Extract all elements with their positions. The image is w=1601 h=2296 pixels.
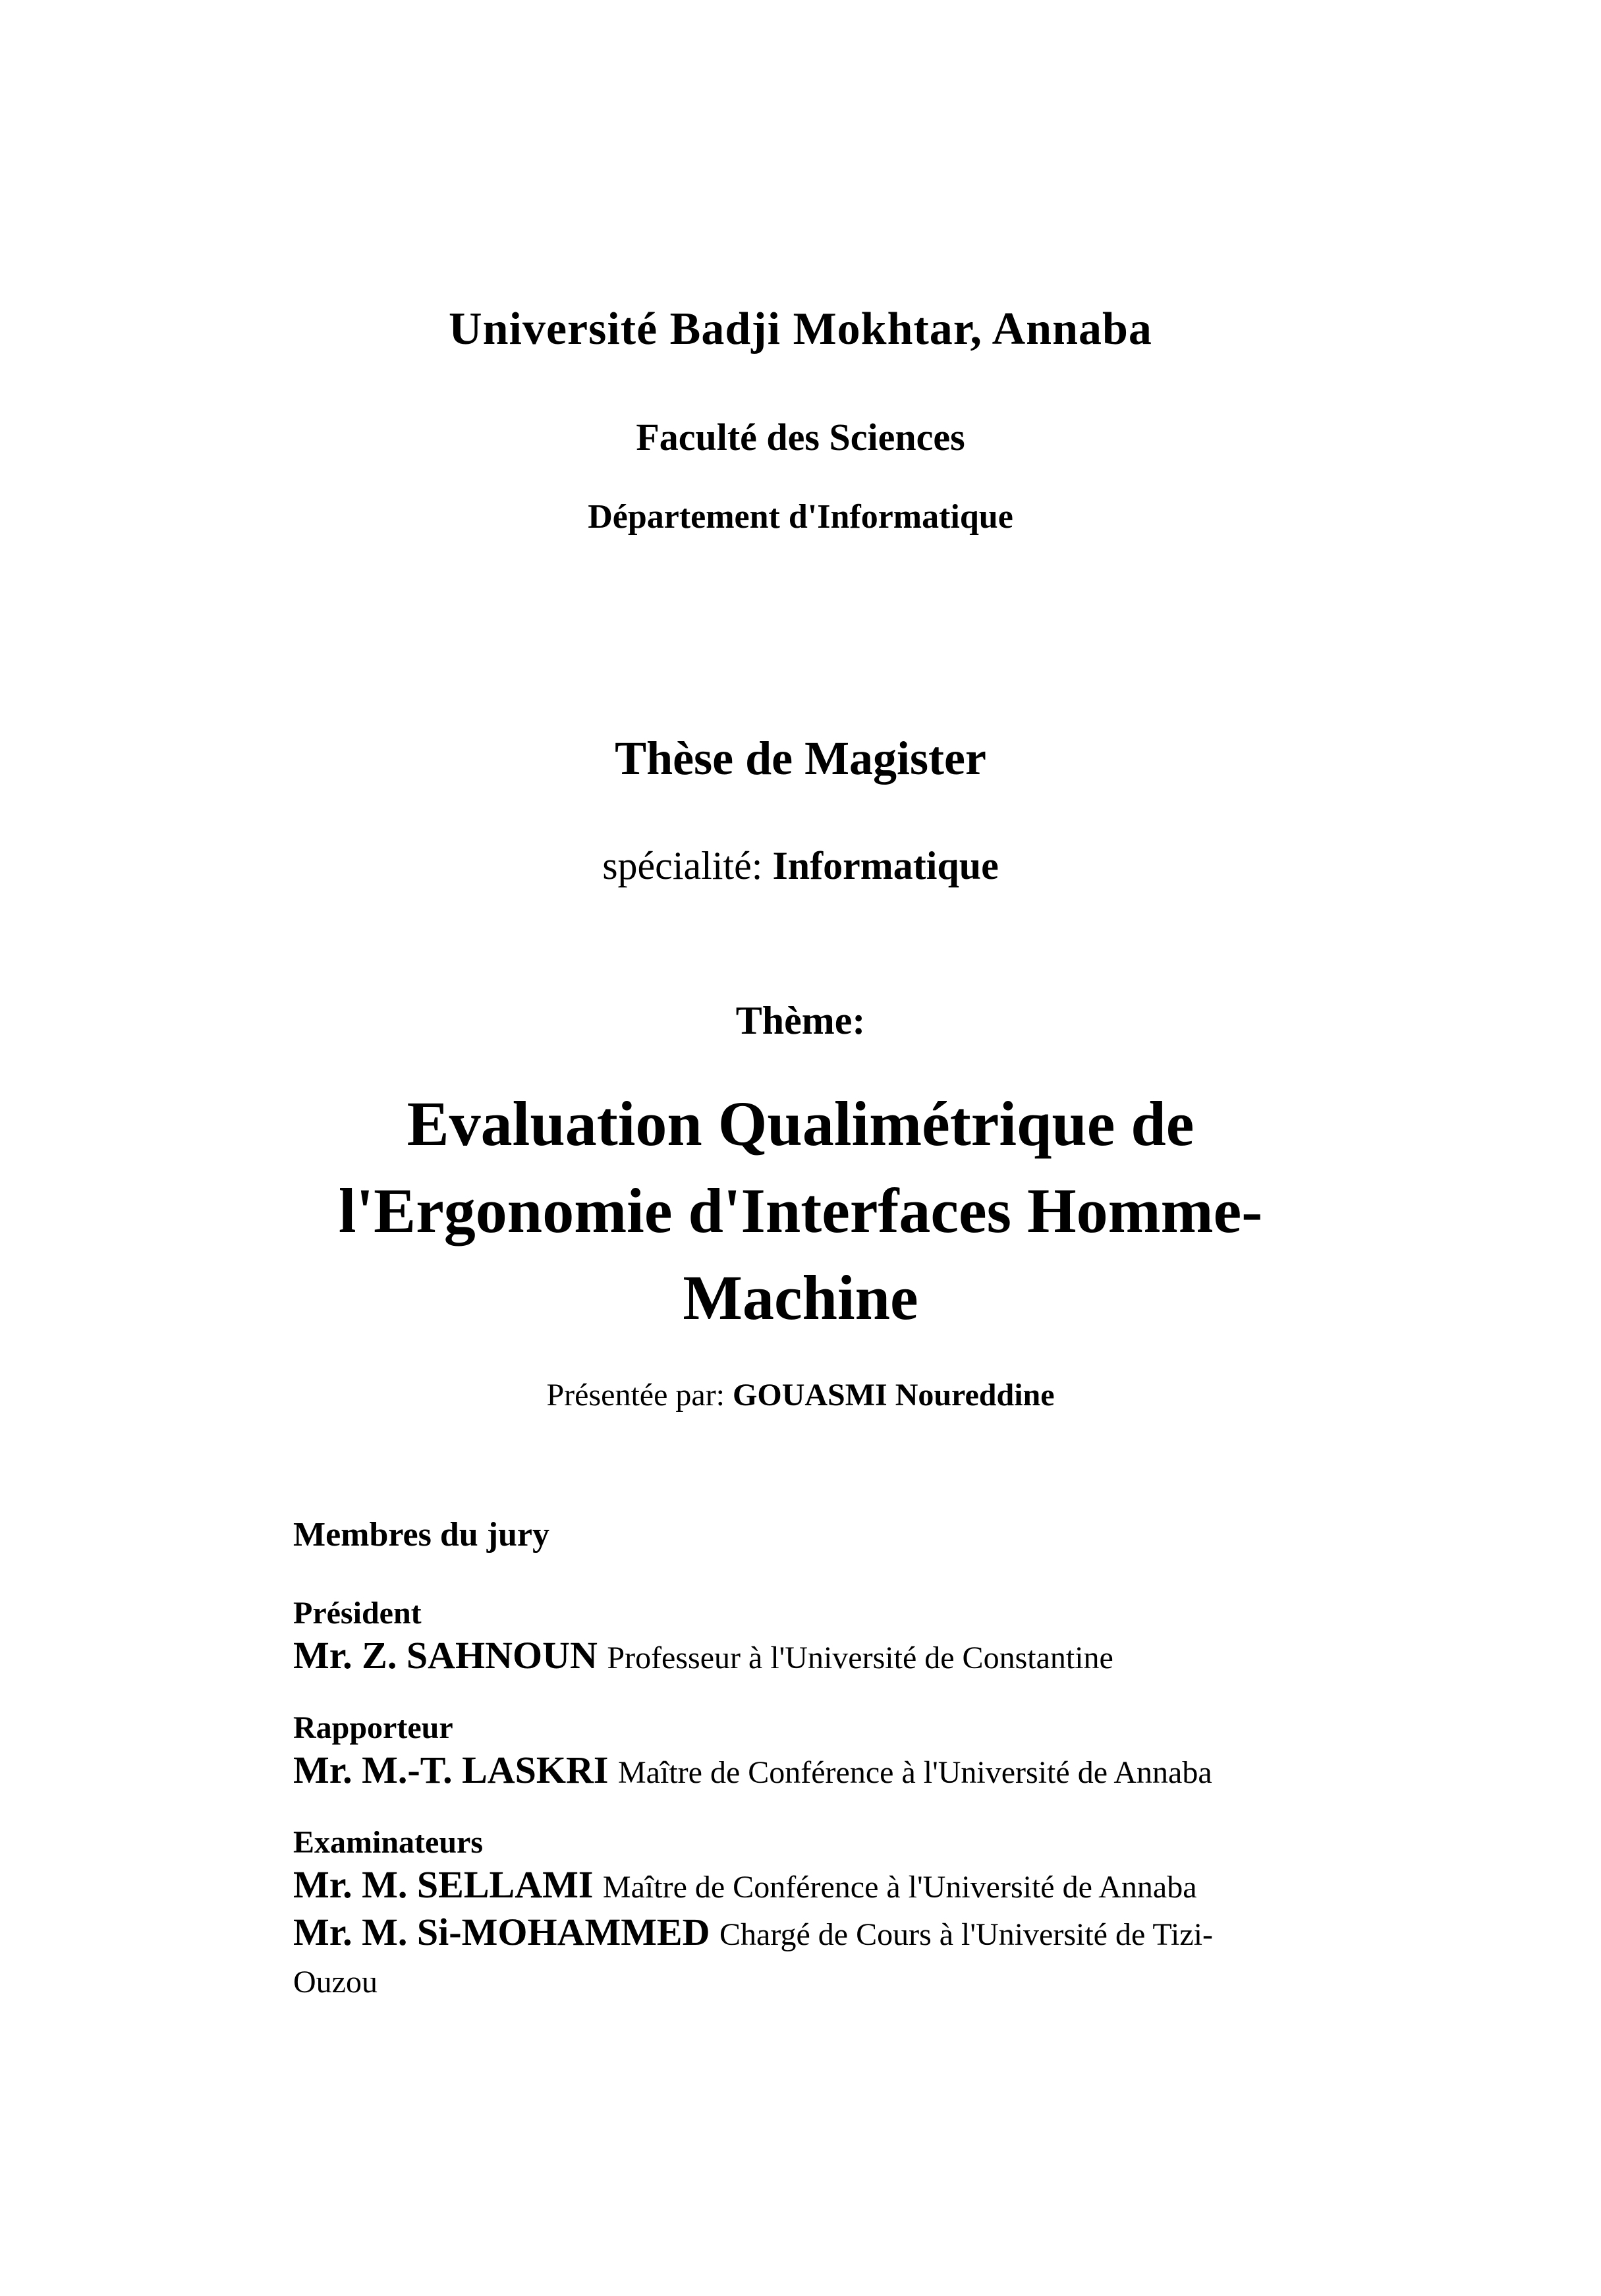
jury-member-desc: Professeur à l'Université de Constantine <box>607 1640 1113 1675</box>
speciality-line <box>0 843 1601 889</box>
jury-member-desc: Chargé de Cours à l'Université de Tizi-Ouzou <box>293 1917 1214 2000</box>
thesis-title-line: Machine <box>683 1262 918 1333</box>
jury-member <box>293 1910 1242 2005</box>
presented-by-line <box>0 1377 1601 1413</box>
theme-label: Thème: <box>735 999 866 1042</box>
thesis-type: Thèse de Magister <box>615 732 986 785</box>
presented-by-label: Présentée par: <box>546 1378 725 1413</box>
jury-heading: Membres du jury <box>293 1516 550 1554</box>
jury-group-rapporteur <box>293 1708 1545 1795</box>
jury-member-name: Mr. M. Si-MOHAMMED <box>293 1911 710 1953</box>
jury-role: Président <box>293 1596 422 1631</box>
jury-group-president <box>293 1594 1545 1681</box>
speciality-label: spécialité: <box>602 844 763 887</box>
jury-member-desc: Maître de Conférence à l'Université de Annaba <box>618 1755 1212 1790</box>
university-name: Université Badji Mokhtar, Annaba <box>449 304 1152 354</box>
jury-section <box>293 1515 1545 2032</box>
jury-member-name: Mr. M.-T. LASKRI <box>293 1749 609 1791</box>
speciality-value: Informatique <box>772 844 999 887</box>
jury-member-name: Mr. M. SELLAMI <box>293 1863 594 1906</box>
jury-group-examinateurs <box>293 1823 1545 2005</box>
jury-role: Examinateurs <box>293 1825 483 1860</box>
jury-member-name: Mr. Z. SAHNOUN <box>293 1634 598 1677</box>
jury-member <box>293 1633 1545 1681</box>
jury-member-desc: Maître de Conférence à l'Université de Annaba <box>602 1870 1197 1905</box>
department-name: Département d'Informatique <box>588 498 1013 536</box>
faculty-name: Faculté des Sciences <box>636 416 965 459</box>
thesis-title-line: l'Ergonomie d'Interfaces Homme- <box>338 1175 1263 1246</box>
jury-role: Rapporteur <box>293 1710 453 1745</box>
author-name: GOUASMI Noureddine <box>733 1378 1055 1413</box>
thesis-title-line: Evaluation Qualimétrique de <box>407 1088 1194 1159</box>
jury-member <box>293 1862 1545 1910</box>
jury-member <box>293 1748 1545 1795</box>
thesis-title <box>0 1080 1601 1341</box>
